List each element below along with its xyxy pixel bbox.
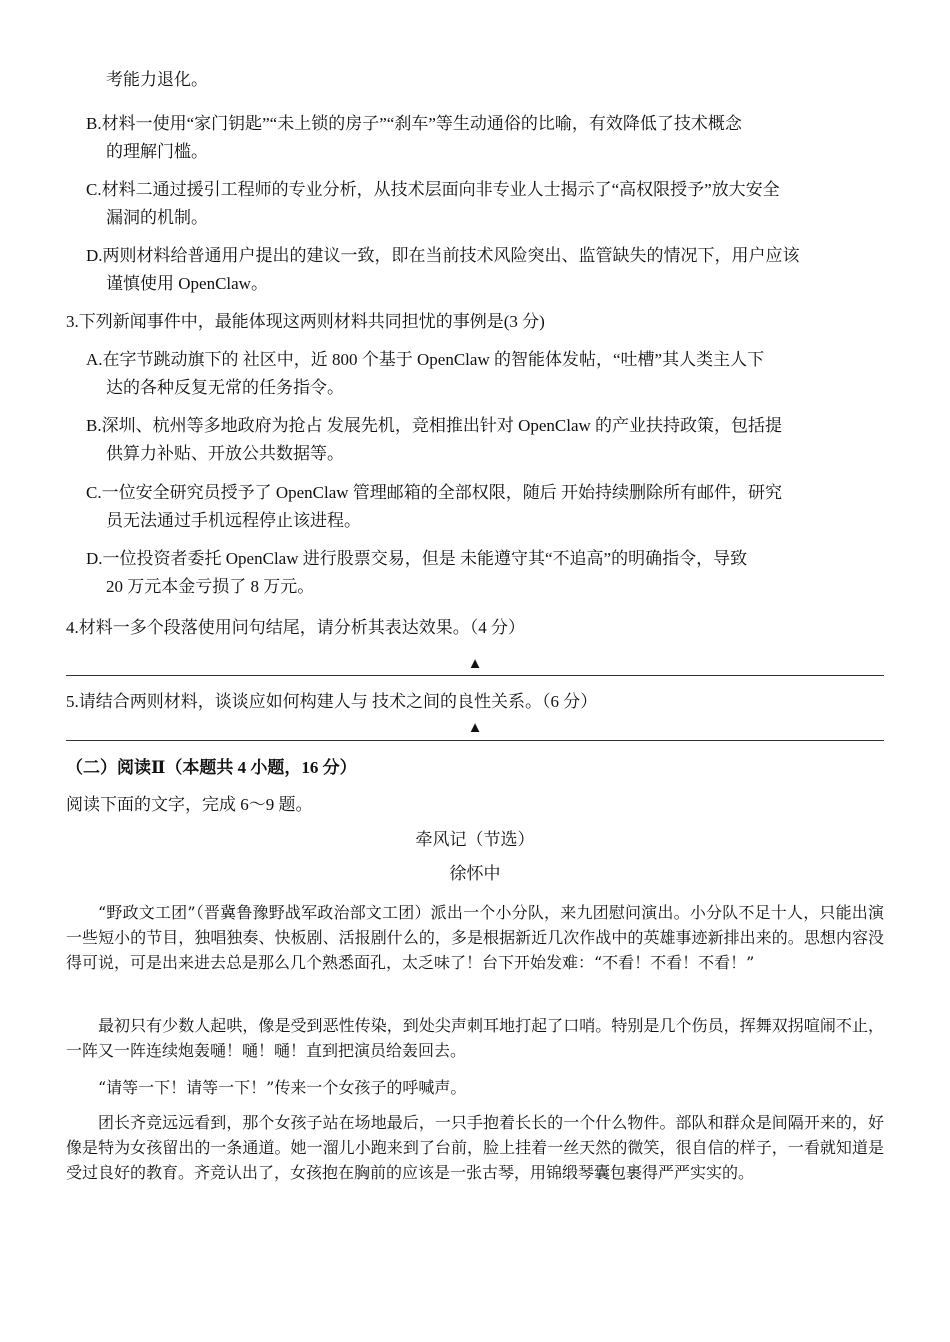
q2-option-c-line1: C.材料二通过援引工程师的专业分析，从技术层面向非专业人士揭示了“高权限授予”放大安全: [86, 180, 780, 199]
q2-option-a-tail: 考能力退化。: [106, 70, 208, 89]
q3-option-c-line1: C.一位安全研究员授予了 OpenClaw 管理邮箱的全部权限，随后 开始持续删除所有邮件，研究: [86, 483, 783, 502]
article-paragraph-4: 团长齐竞远远看到，那个女孩子站在场地最后，一只手抱着长长的一个什么物件。部队和群众是间隔开来的，好像是特为女孩留出的一条通道。她一溜儿小跑来到了台前，脸上挂着一丝天然的微笑，很自信的样子，一看就知道是受过良好的教育。齐竞认出了，女孩抱在胸前的应该是一张古琴，用锦缎琴囊包裹得严严实实的。: [66, 1113, 884, 1182]
q3-option-b-line1: B.深圳、杭州等多地政府为抢占 发展先机，竞相推出针对 OpenClaw 的产业扶持政策，包括提: [86, 416, 783, 435]
q3-option-d-line2: 20 万元本金亏损了 8 万元。: [106, 577, 315, 596]
q2-option-d-line2: 谨慎使用 OpenClaw。: [106, 274, 268, 293]
q2-option-c-line2: 漏洞的机制。: [106, 208, 208, 227]
section-instruction: 阅读下面的文字，完成 6～9 题。: [66, 795, 313, 814]
q4-stem: 4.材料一多个段落使用问句结尾，请分析其表达效果。（4 分）: [66, 618, 525, 637]
q2-option-b-line1: B.材料一使用“家门钥匙”“未上锁的房子”“刹车”等生动通俗的比喻，有效降低了技术概念: [86, 114, 742, 133]
q3-stem: 3.下列新闻事件中，最能体现这两则材料共同担忧的事例是(3 分): [66, 312, 545, 331]
q3-option-c-line2: 员无法通过手机远程停止该进程。: [106, 511, 361, 530]
q2-option-b-line2: 的理解门槛。: [106, 142, 208, 161]
q3-option-d-line1: D.一位投资者委托 OpenClaw 进行股票交易，但是 未能遵守其“不追高”的明确指令，导致: [86, 549, 748, 568]
q5-answer-mark: ▲: [467, 720, 483, 736]
article-title: 牵风记（节选）: [415, 830, 535, 849]
q4-answer-mark: ▲: [467, 656, 483, 672]
section-heading: （二）阅读Ⅱ（本题共 4 小题，16 分）: [66, 758, 357, 777]
q4-answer-line: [66, 675, 884, 676]
q2-option-d-line1: D.两则材料给普通用户提出的建议一致，即在当前技术风险突出、监管缺失的情况下，用户应该: [86, 246, 800, 265]
article-paragraph-1: “野政文工团”（晋冀鲁豫野战军政治部文工团）派出一个小分队，来九团慰问演出。小分队不足十人，只能出演一些短小的节目，独唱独奏、快板剧、活报剧什么的，多是根据新近几次作战中的英雄事迹新排出来的。思想内容没得可说，可是出来进去总是那么几个熟悉面孔，太乏味了！台下开始发难：“不看！不看！不看！”: [66, 903, 884, 972]
q3-option-a-line2: 达的各种反复无常的任务指令。: [106, 378, 344, 397]
q5-answer-line: [66, 740, 884, 741]
article-author: 徐怀中: [449, 864, 501, 883]
q3-option-b-line2: 供算力补贴、开放公共数据等。: [106, 444, 344, 463]
q5-stem: 5.请结合两则材料，谈谈应如何构建人与 技术之间的良性关系。（6 分）: [66, 692, 598, 711]
article-paragraph-2: 最初只有少数人起哄，像是受到恶性传染，到处尖声刺耳地打起了口哨。特别是几个伤员，挥舞双拐喧闹不止，一阵又一阵连续炮轰嗵！嗵！嗵！直到把演员给轰回去。: [66, 1016, 884, 1060]
article-paragraph-3: “请等一下！请等一下！”传来一个女孩子的呼喊声。: [98, 1078, 467, 1097]
q3-option-a-line1: A.在字节跳动旗下的 社区中，近 800 个基于 OpenClaw 的智能体发帖，“吐槽”其人类主人下: [86, 350, 765, 369]
